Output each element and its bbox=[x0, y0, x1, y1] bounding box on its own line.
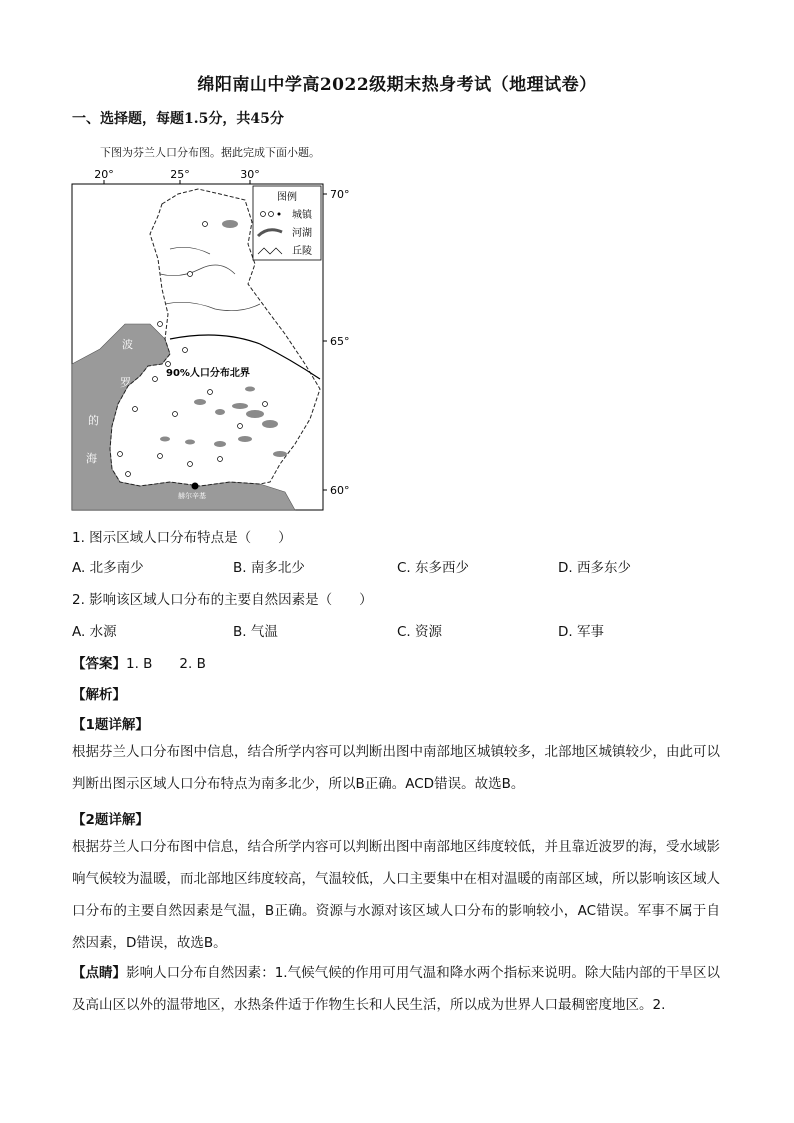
sea-label-char-4: 海 bbox=[86, 452, 97, 465]
lat-label-70: 70° bbox=[330, 188, 350, 201]
lon-label-20: 20° bbox=[94, 168, 114, 181]
river bbox=[170, 247, 210, 254]
question-2-stem: 2. 影响该区域人口分布的主要自然因素是（ ） bbox=[72, 592, 373, 608]
question-1-stem: 1. 图示区域人口分布特点是（ ） bbox=[72, 530, 292, 546]
answer-label: 【答案】 bbox=[72, 656, 126, 672]
q1-option-b[interactable]: B. 南多北少 bbox=[233, 560, 305, 576]
lake bbox=[245, 387, 255, 392]
q2-option-b[interactable]: B. 气温 bbox=[233, 624, 278, 640]
lake bbox=[214, 441, 226, 447]
lake bbox=[246, 410, 264, 418]
answer-text: 1. B 2. B bbox=[126, 656, 206, 672]
tip-text: 影响人口分布自然因素：1.气候气候的作用可用气温和降水两个指标来说明。除大陆内部的干旱区以及高山区以外的温带地区，水热条件适于作物生长和人民生活，所以成为世界人口最稠密度地区。2. bbox=[72, 965, 720, 1013]
analysis-label: 【解析】 bbox=[72, 687, 126, 703]
lake bbox=[185, 440, 195, 445]
sea-label-char-1: 波 bbox=[122, 338, 133, 351]
lake bbox=[238, 436, 252, 442]
legend-hill-label: 丘陵 bbox=[292, 246, 312, 257]
q1-option-a[interactable]: A. 北多南少 bbox=[72, 560, 144, 576]
lon-label-30: 30° bbox=[240, 168, 260, 181]
q1-option-c[interactable]: C. 东多西少 bbox=[397, 560, 470, 576]
lake bbox=[262, 420, 278, 428]
q2-option-a[interactable]: A. 水源 bbox=[72, 624, 117, 640]
q2-option-c[interactable]: C. 资源 bbox=[397, 624, 443, 640]
legend-river-label: 河湖 bbox=[292, 228, 312, 239]
sea-label-char-2: 罗 bbox=[120, 376, 131, 389]
legend-title: 图例 bbox=[277, 192, 297, 203]
finland-population-map bbox=[70, 164, 370, 514]
lake bbox=[160, 437, 170, 442]
detail-2-text: 根据芬兰人口分布图中信息，结合所学内容可以判断出图中南部地区纬度较低，并且靠近波罗的海，受水域影响气候较为温暖，而北部地区纬度较高，气温较低，人口主要集中在相对温暖的南部区域，所以影响该区域人口分布的主要自然因素是气温，B正确。资源与水源对该区域人口分布的影响较小，AC错误。军事不属于自然因素，D错误，故选B。 bbox=[72, 839, 720, 951]
map-svg bbox=[70, 164, 370, 514]
river bbox=[160, 265, 235, 276]
page-title: 绵阳南山中学高2022级期末热身考试（地理试卷） bbox=[197, 75, 597, 95]
detail-1-label: 【1题详解】 bbox=[72, 717, 149, 733]
lake bbox=[232, 403, 248, 409]
q1-option-d[interactable]: D. 西多东少 bbox=[558, 560, 631, 576]
river bbox=[165, 302, 260, 310]
detail-1-text: 根据芬兰人口分布图中信息，结合所学内容可以判断出图中南部地区城镇较多，北部地区城镇较少，由此可以判断出图示区域人口分布特点为南多北少，所以B正确。ACD错误。故选B。 bbox=[72, 744, 720, 792]
detail-2-label: 【2题详解】 bbox=[72, 812, 149, 828]
q2-option-d[interactable]: D. 军事 bbox=[558, 624, 604, 640]
tip-paragraph bbox=[72, 957, 720, 1021]
question-intro: 下图为芬兰人口分布图。据此完成下面小题。 bbox=[100, 146, 320, 159]
section-heading: 一、选择题，每题1.5分，共45分 bbox=[72, 111, 284, 127]
population-boundary-label: 90%人口分布北界 bbox=[166, 368, 250, 379]
legend-town-label: 城镇 bbox=[292, 210, 312, 221]
lake-inari bbox=[222, 220, 238, 228]
answer-line bbox=[72, 652, 206, 672]
map-legend bbox=[253, 186, 321, 260]
lake bbox=[194, 399, 206, 405]
lake bbox=[215, 409, 225, 415]
sea-label-char-3: 的 bbox=[88, 414, 99, 427]
tip-label: 【点睛】 bbox=[72, 965, 127, 981]
lon-label-25: 25° bbox=[170, 168, 190, 181]
lat-label-65: 65° bbox=[330, 335, 350, 348]
helsinki-label: 赫尔辛基 bbox=[178, 492, 206, 500]
lat-label-60: 60° bbox=[330, 484, 350, 497]
legend-town-icon bbox=[261, 212, 266, 217]
lake bbox=[273, 451, 287, 457]
